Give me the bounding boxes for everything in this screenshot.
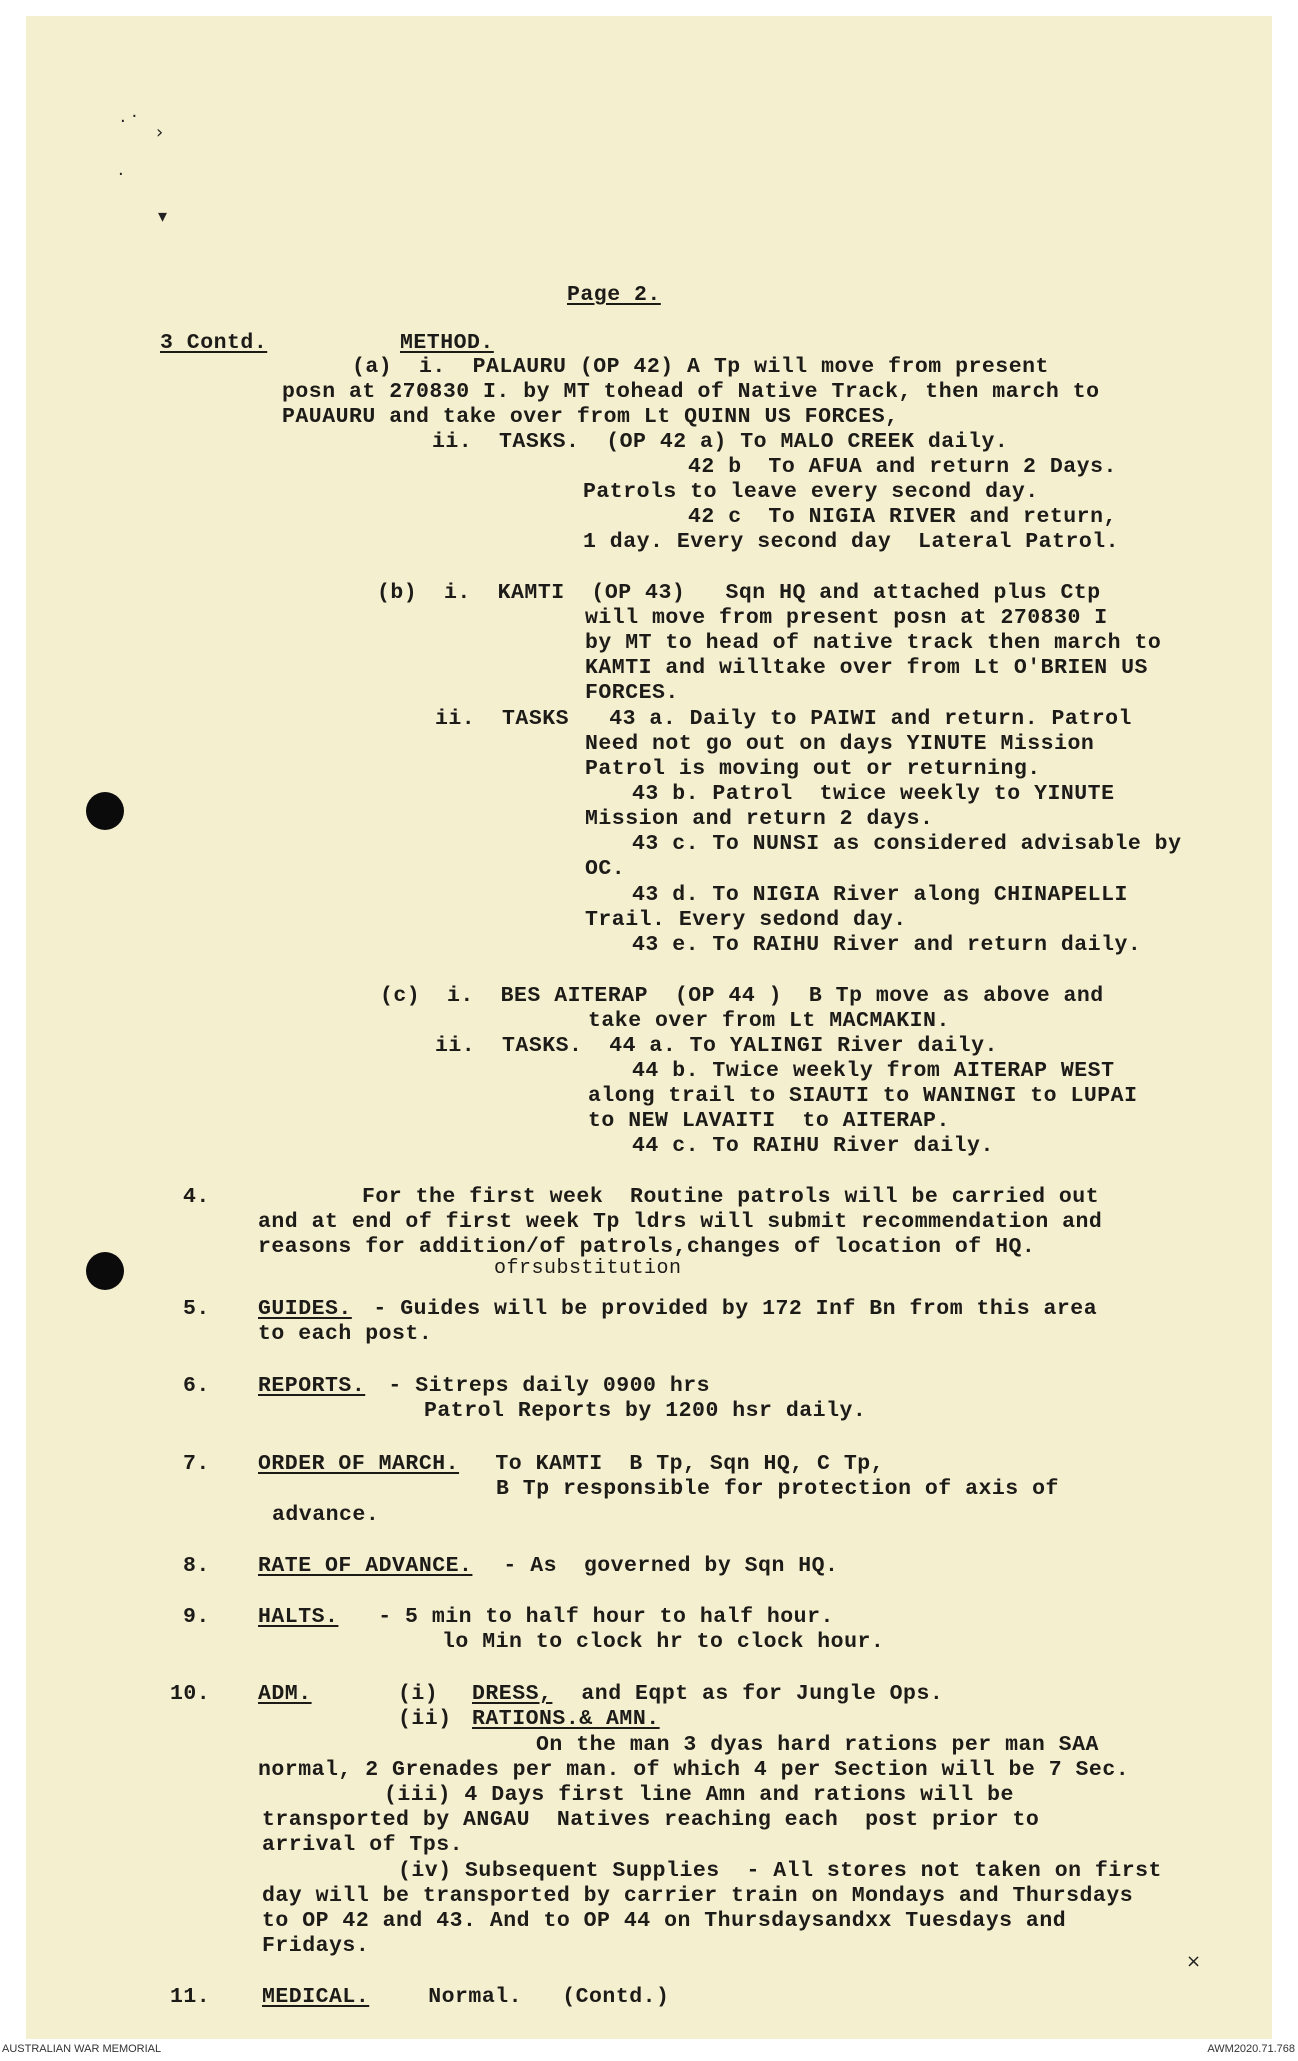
text-line: Patrol is moving out or returning.	[585, 757, 1041, 781]
text-line: Normal. (Contd.)	[388, 1985, 670, 2009]
text-line: - Guides will be provided by 172 Inf Bn from this area	[360, 1297, 1098, 1321]
para-number: 9.	[183, 1605, 210, 1629]
para-heading: MEDICAL.	[262, 1985, 370, 2009]
sub-heading: DRESS,	[472, 1682, 553, 1706]
text-line: Patrols to leave every second day.	[583, 480, 1039, 504]
text-line: arrival of Tps.	[262, 1833, 464, 1857]
text-line: advance.	[272, 1503, 380, 1527]
text-line: Mission and return 2 days.	[585, 807, 934, 831]
para-number: 6.	[183, 1374, 210, 1398]
text-line: Trail. Every sedond day.	[585, 908, 907, 932]
text-line: ii. TASKS. (OP 42 a) To MALO CREEK daily.	[432, 430, 1009, 454]
text-line: take over from Lt MACMAKIN.	[588, 1009, 950, 1033]
text-line: - 5 min to half hour to half hour.	[338, 1605, 834, 1629]
text-line: OC.	[585, 857, 626, 881]
text-line: 43 d. To NIGIA River along CHINAPELLI	[632, 883, 1128, 907]
text-line: 44 c. To RAIHU River daily.	[632, 1134, 994, 1158]
text-line: will move from present posn at 270830 I	[585, 606, 1108, 630]
text-line: (c) i. BES AITERAP (OP 44 ) B Tp move as above and	[380, 984, 1104, 1008]
section-heading: METHOD.	[400, 331, 494, 355]
text-line: normal, 2 Grenades per man. of which 4 per Section will be 7 Sec.	[258, 1758, 1130, 1782]
text-line: Need not go out on days YINUTE Mission	[585, 732, 1095, 756]
text-line: to OP 42 and 43. And to OP 44 on Thursdaysandxx Tuesdays and	[262, 1909, 1067, 1933]
text-line: 43 e. To RAIHU River and return daily.	[632, 933, 1142, 957]
text-line: and Eqpt as for Jungle Ops.	[568, 1682, 944, 1706]
punch-hole	[86, 792, 124, 830]
text-line: KAMTI and willtake over from Lt O'BRIEN US	[585, 656, 1148, 680]
sub-number: (i)	[398, 1682, 439, 1706]
text-line: posn at 270830 I. by MT tohead of Native Track, then march to	[282, 380, 1100, 404]
text-line: 43 b. Patrol twice weekly to YINUTE	[632, 782, 1115, 806]
ink-mark: ·	[118, 164, 124, 185]
text-line: to NEW LAVAITI to AITERAP.	[588, 1109, 950, 1133]
text-line: B Tp responsible for protection of axis of	[496, 1477, 1059, 1501]
text-line: transported by ANGAU Natives reaching each post prior to	[262, 1808, 1040, 1832]
text-line: to each post.	[258, 1322, 433, 1346]
footer-id: AWM2020.71.768	[1207, 2043, 1295, 2055]
text-line: (iv) Subsequent Supplies - All stores not taken on first	[398, 1859, 1162, 1883]
text-line: FORCES.	[585, 681, 679, 705]
para-heading: REPORTS.	[258, 1374, 366, 1398]
para-number: 11.	[170, 1985, 211, 2009]
text-line: Fridays.	[262, 1934, 370, 1958]
para-heading: GUIDES.	[258, 1297, 352, 1321]
footer-source: AUSTRALIAN WAR MEMORIAL	[2, 2043, 162, 2055]
para-number: 4.	[183, 1185, 210, 1209]
text-line: (iii) 4 Days first line Amn and rations will be	[384, 1783, 1014, 1807]
text-line: along trail to SIAUTI to WANINGI to LUPAI	[588, 1084, 1138, 1108]
text-line: Patrol Reports by 1200 hsr daily.	[424, 1399, 867, 1423]
para-heading: RATE OF ADVANCE.	[258, 1554, 473, 1578]
text-line: 42 c To NIGIA RIVER and return,	[688, 505, 1117, 529]
para-number: 7.	[183, 1452, 210, 1476]
text-line: - As governed by Sqn HQ.	[490, 1554, 839, 1578]
text-line: To KAMTI B Tp, Sqn HQ, C Tp,	[482, 1452, 885, 1476]
ink-mark: ›	[156, 122, 164, 143]
handwritten-insert: ofrsubstitution	[494, 1257, 682, 1280]
text-line: PAUAURU and take over from Lt QUINN US FORCES,	[282, 405, 899, 429]
text-line: ii. TASKS 43 a. Daily to PAIWI and return. Patrol	[435, 707, 1132, 731]
ink-mark: ▾	[158, 206, 168, 227]
para-number: 10.	[170, 1682, 211, 1706]
text-line: - Sitreps daily 0900 hrs	[375, 1374, 711, 1398]
para-heading: ADM.	[258, 1682, 312, 1706]
text-line: ii. TASKS. 44 a. To YALINGI River daily.	[435, 1034, 998, 1058]
text-line: 42 b To AFUA and return 2 Days.	[688, 455, 1117, 479]
text-line: 44 b. Twice weekly from AITERAP WEST	[632, 1059, 1115, 1083]
sub-heading: RATIONS.& AMN.	[472, 1707, 660, 1731]
text-line: (a) i. PALAURU (OP 42) A Tp will move from present	[352, 355, 1049, 379]
section-number: 3 Contd.	[160, 331, 268, 355]
ink-mark: . ·	[120, 106, 138, 127]
text-line: On the man 3 dyas hard rations per man SAA	[536, 1733, 1099, 1757]
para-number: 8.	[183, 1554, 210, 1578]
para-heading: ORDER OF MARCH.	[258, 1452, 460, 1476]
text-line: lo Min to clock hr to clock hour.	[442, 1630, 885, 1654]
text-line: day will be transported by carrier train on Mondays and Thursdays	[262, 1884, 1134, 1908]
text-line: 43 c. To NUNSI as considered advisable by	[632, 832, 1182, 856]
page-number: Page 2.	[567, 283, 661, 307]
sub-number: (ii)	[398, 1707, 452, 1731]
punch-hole	[86, 1252, 124, 1290]
text-line: (b) i. KAMTI (OP 43) Sqn HQ and attached plus Ctp	[377, 581, 1101, 605]
ink-mark: ×	[1186, 1951, 1202, 1972]
text-line: reasons for addition/of patrols,changes of location of HQ.	[258, 1235, 1036, 1259]
para-heading: HALTS.	[258, 1605, 339, 1629]
para-number: 5.	[183, 1297, 210, 1321]
text-line: and at end of first week Tp ldrs will submit recommendation and	[258, 1210, 1103, 1234]
text-line: For the first week Routine patrols will be carried out	[362, 1185, 1100, 1209]
text-line: by MT to head of native track then march to	[585, 631, 1162, 655]
text-line: 1 day. Every second day Lateral Patrol.	[583, 530, 1120, 554]
